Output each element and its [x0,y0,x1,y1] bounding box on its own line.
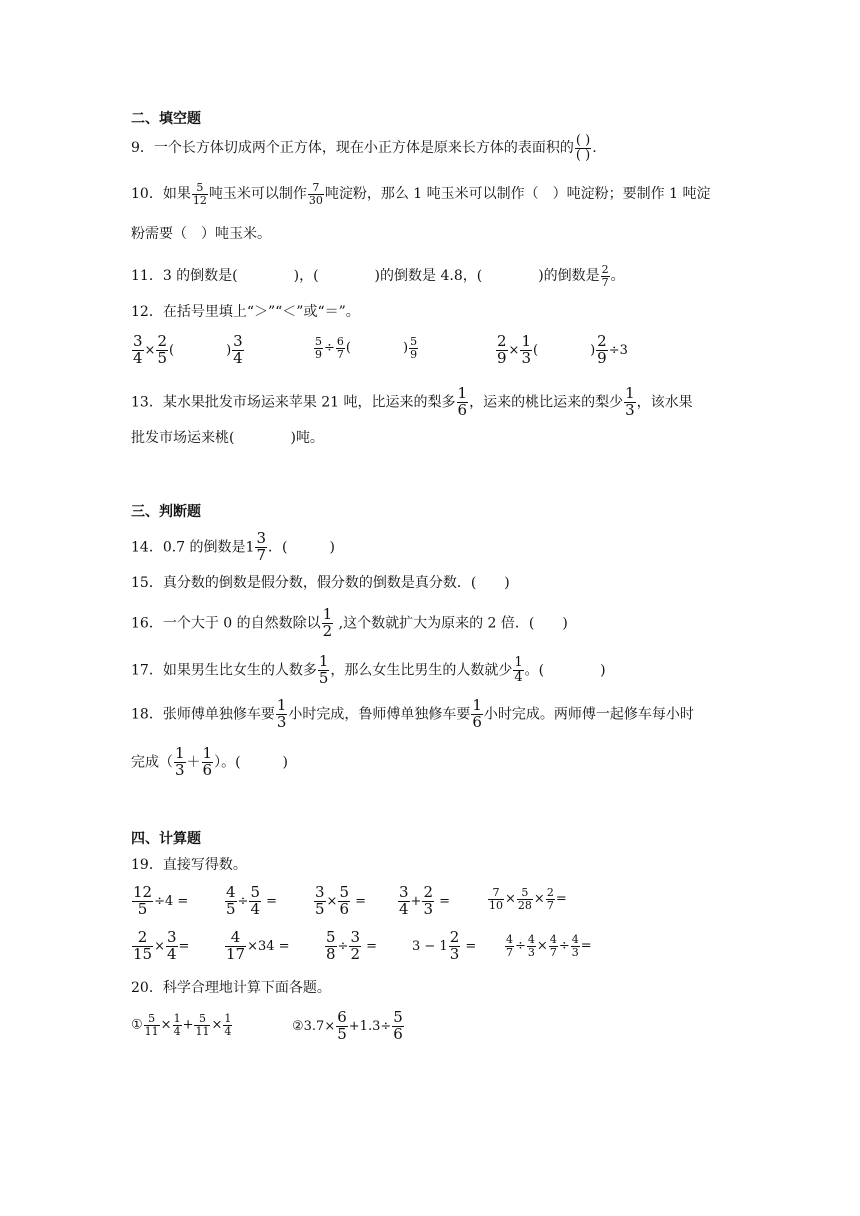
text-segment: 小时完成。两师傅一起修车每小时 [483,706,694,723]
denominator: 7 [506,945,513,959]
denominator: 11 [144,1024,159,1038]
numerator: 12 [133,883,153,901]
denominator: 6 [393,1024,403,1043]
denominator: 5 [318,668,329,687]
text-segment: ，运来的桃比运来的梨少 [469,394,624,411]
numerator: 1 [457,384,468,402]
numerator: 1 [202,744,213,762]
denominator: 7 [336,347,344,361]
denominator: 12 [192,193,207,207]
numerator: 1 [625,384,635,402]
fraction [624,386,636,419]
fraction [398,885,410,918]
answer-blank: ( ) [169,342,232,358]
fraction [336,1010,348,1043]
numerator: 5 [315,335,322,348]
numerator: 1 [173,1012,181,1025]
calc-item [487,887,567,911]
question-20: 20．科学合理地计算下面各题。 [131,980,331,996]
answer-blank: ( ) [533,342,596,358]
fraction [338,885,350,918]
question-9 [131,134,597,162]
numerator: 1 [276,696,287,714]
denominator: 4 [233,348,243,367]
fraction [496,334,508,367]
text-segment: ．( ) [267,539,335,556]
text-segment: ×34 = [247,938,290,954]
numerator: 3 [350,928,360,946]
text-segment: 11．3 的倒数是( )，( )的倒数是 4.8，( )的倒数是 [131,268,600,285]
compare-expression-1 [131,334,245,367]
denominator: 3 [449,944,460,963]
denominator: 6 [472,712,482,731]
compare-expression-3 [495,334,628,367]
numerator: 5 [517,887,533,900]
text-segment: 3 − 1 [412,938,448,954]
fraction [601,264,610,288]
fraction [132,885,153,918]
denominator: 8 [326,944,336,963]
numerator: 3 [399,883,409,901]
text-segment: ，该水果 [636,394,693,411]
text-segment: ÷4 = [154,893,189,909]
fraction [505,934,514,958]
denominator: 7 [546,898,554,912]
section-title-calc: 四、计算题 [131,831,201,847]
question-17 [131,654,606,687]
numerator: 6 [337,1008,347,1026]
fraction [546,887,555,911]
question-12: 12．在括号里填上“＞”“＜”或“＝”。 [131,304,360,320]
denominator: 7 [256,545,266,564]
text-segment: ,这个数就扩大为原来的 2 倍．( ) [334,615,568,632]
denominator: 5 [337,1024,347,1043]
text-segment: 吨淀粉，那么 1 吨玉米可以制作（ ）吨淀粉；要制作 1 吨淀 [324,186,711,203]
denominator: 9 [410,347,418,361]
fraction [517,887,533,911]
numerator: 3 [256,529,266,547]
fraction [314,885,326,918]
section-title-fill: 二、填空题 [131,111,201,127]
numerator: 2 [132,930,153,947]
numerator: 3 [167,928,177,946]
fraction [194,1013,210,1037]
text-segment: ÷ [324,340,335,356]
text-segment: = [366,938,378,954]
denominator: 5 [137,899,148,918]
fraction [513,656,523,684]
answer-fraction [575,134,591,162]
question-13-line2: 批发市场运来桃( )吨。 [131,430,324,446]
numerator: 1 [521,332,531,350]
question-11 [131,264,625,288]
numerator: 6 [336,335,344,348]
numerator: 5 [326,928,336,946]
fraction [322,607,334,640]
denominator: 3 [521,348,531,367]
numerator: 2 [497,332,507,350]
denominator: 2 [322,621,333,640]
fraction [174,746,186,779]
calc-item [131,885,188,918]
numerator: 2 [449,928,460,946]
text-segment: 。 [610,268,625,285]
text-segment: × [533,891,545,907]
question-14 [131,531,335,564]
calc-item [224,885,277,918]
denominator: 4 [167,944,177,963]
fraction [457,386,469,419]
text-segment: 10．如果 [131,186,191,203]
text-segment: × [508,342,520,358]
numerator: 2 [597,332,607,350]
text-segment: × [154,938,165,954]
text-segment: 。( ) [524,662,606,679]
denominator: 3 [175,760,185,779]
numerator: 1 [322,605,333,623]
text-segment: × [326,893,338,909]
numerator: 2 [157,332,167,350]
denominator: 6 [457,400,468,419]
denominator: 7 [549,945,557,959]
text-segment: 18．张师傅单独修车要 [131,706,275,723]
text-segment: ① [131,1017,143,1033]
text-segment: ÷ [515,938,526,954]
fraction [249,885,261,918]
text-segment: = [580,938,592,954]
text-segment: 吨玉米可以制作 [208,186,307,203]
numerator: ( ) [575,133,591,148]
denominator: 3 [527,945,535,959]
fraction [225,930,246,963]
question-10-line2: 粉需要（ ）吨玉米。 [131,226,271,242]
fraction [276,698,288,731]
fraction [202,746,214,779]
denominator: 9 [315,347,322,361]
fraction [527,934,536,958]
denominator: 7 [601,275,609,289]
fraction [409,336,418,360]
text-segment: × [536,938,548,954]
denominator: 3 [276,712,287,731]
denominator: 11 [195,1024,210,1038]
problem-2 [292,1010,405,1043]
text-segment: ＋ [186,754,201,771]
numerator: 3 [315,883,325,901]
denominator: 9 [497,348,507,367]
numerator: 1 [472,696,482,714]
fraction [132,334,144,367]
text-segment: ）。( ) [214,754,289,771]
text-segment: ② [292,1018,304,1034]
calc-item [224,930,290,963]
numerator: 4 [571,933,579,946]
calc-item [397,885,450,918]
text-segment: = [266,893,278,909]
text-segment: ÷ [337,938,349,954]
denominator: 5 [226,899,236,918]
denominator: 4 [250,899,260,918]
denominator: 4 [133,348,143,367]
numerator: 5 [192,182,208,195]
text-segment: 17．如果男生比女生的人数多 [131,662,317,679]
text-segment: 13．某水果批发市场运来苹果 21 吨，比运来的梨多 [131,394,456,411]
question-9-text: 9．一个长方体切成两个正方体，现在小正方体是原来长方体的表面积的 [131,140,574,157]
fraction [325,930,337,963]
numerator: 7 [488,887,504,900]
denominator: 30 [308,193,323,207]
calc-item [324,930,377,963]
fraction [132,930,153,963]
numerator: 5 [393,1008,403,1026]
denominator: 6 [339,899,349,918]
text-segment: + [410,893,422,909]
numerator: 2 [423,883,433,901]
text-segment: ÷ [558,938,570,954]
denominator: 4 [173,1024,181,1038]
numerator: 1 [318,652,329,670]
fraction [392,1010,404,1043]
calc-item [504,934,592,958]
numerator: 1 [175,744,185,762]
calc-item [131,930,189,963]
fraction [314,336,323,360]
fraction [225,885,237,918]
denominator: 3 [625,400,635,419]
numerator: 3 [133,332,143,350]
fraction [318,654,330,687]
answer-blank: ( ) [345,340,409,356]
question-19: 19．直接写得数。 [131,857,247,873]
question-18 [131,698,694,731]
calc-item [412,930,476,963]
fraction [336,336,345,360]
denominator: 15 [133,944,153,963]
fraction [488,887,504,911]
denominator: 3 [423,899,433,918]
numerator: 2 [601,263,609,276]
denominator: 9 [597,348,607,367]
denominator: 2 [350,944,360,963]
numerator: 1 [224,1012,232,1025]
fraction [520,334,532,367]
denominator: ( ) [575,147,591,163]
denominator: 6 [202,760,213,779]
compare-expression-2 [313,336,419,360]
fraction [223,1013,232,1037]
fraction [471,698,483,731]
denominator: 4 [224,1024,232,1038]
text-segment: . [592,140,597,157]
text-segment: = [465,938,477,954]
text-segment: + [182,1017,194,1033]
numerator: 4 [226,883,236,901]
fraction [549,934,558,958]
calc-item [313,885,366,918]
text-segment: +1.3÷ [348,1018,392,1034]
text-segment: ，那么女生比男生的人数就少 [330,662,513,679]
question-16 [131,607,568,640]
text-segment: 完成（ [131,754,173,771]
fraction [255,531,267,564]
text-segment: × [144,342,156,358]
text-segment: 小时完成，鲁师傅单独修车要 [288,706,471,723]
denominator: 4 [514,669,523,685]
fraction [144,1013,160,1037]
denominator: 5 [157,348,167,367]
numerator: 2 [546,886,554,899]
denominator: 10 [489,898,503,912]
text-segment: × [505,891,516,907]
denominator: 4 [399,899,409,918]
numerator: 4 [225,930,246,947]
text-segment: 16．一个大于 0 的自然数除以 [131,615,321,632]
fraction [449,930,461,963]
fraction [173,1013,182,1037]
numerator: 7 [308,182,324,195]
text-segment: = [555,891,567,907]
text-segment: ÷3 [608,342,628,358]
text-segment: ÷ [237,893,249,909]
fraction [308,182,324,206]
problem-1 [131,1013,233,1037]
denominator: 5 [315,899,325,918]
fraction [192,182,208,206]
fraction [422,885,434,918]
text-segment: = [439,893,451,909]
fraction [349,930,361,963]
numerator: 1 [514,655,523,671]
denominator: 3 [571,945,579,959]
fraction [232,334,244,367]
fraction [166,930,178,963]
text-segment: 14．0.7 的倒数是1 [131,539,255,556]
numerator: 4 [549,933,557,946]
numerator: 5 [194,1013,210,1026]
numerator: 4 [527,933,535,946]
text-segment: × [160,1017,172,1033]
question-18-line2 [131,746,288,779]
numerator: 4 [506,933,513,946]
numerator: 5 [410,335,418,348]
numerator: 3 [233,332,243,350]
question-13 [131,386,693,419]
fraction [596,334,608,367]
text-segment: = [178,938,190,954]
text-segment: 3.7× [303,1018,336,1034]
numerator: 5 [339,883,349,901]
text-segment: × [211,1017,223,1033]
fraction [156,334,168,367]
section-title-judge: 三、判断题 [131,504,201,520]
denominator: 17 [226,944,246,963]
numerator: 5 [250,883,260,901]
question-15: 15．真分数的倒数是假分数，假分数的倒数是真分数．( ) [131,575,510,591]
text-segment: = [355,893,367,909]
numerator: 5 [144,1013,160,1026]
denominator: 28 [517,898,532,912]
question-10 [131,182,710,206]
fraction [571,934,580,958]
